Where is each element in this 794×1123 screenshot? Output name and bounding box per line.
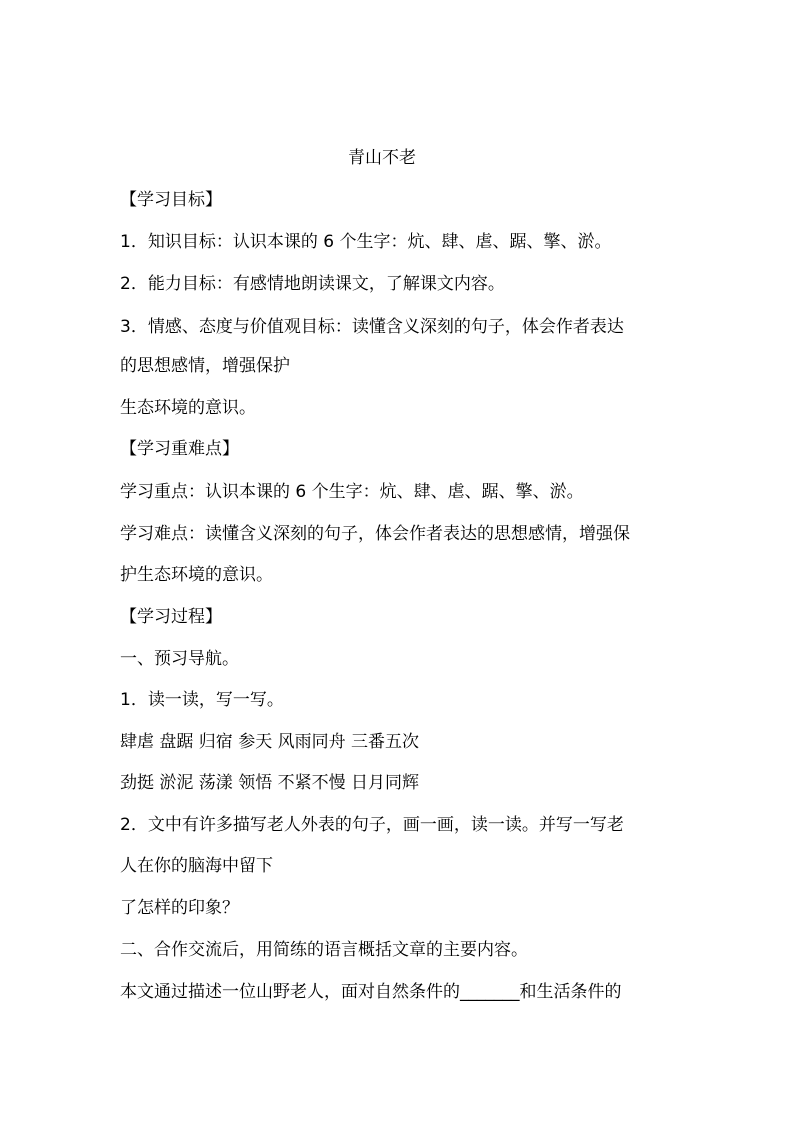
difficult-point-line-2: 护生态环境的意识。 <box>120 565 273 585</box>
objective-emotion-line-3: 生态环境的意识。 <box>120 398 256 418</box>
vocab-row-2: 劲挺 淤泥 荡漾 领悟 不紧不慢 日月同辉 <box>120 773 420 793</box>
task-1-heading: 1．读一读，写一写。 <box>120 690 284 710</box>
objective-emotion-line-1: 3．情感、态度与价值观目标：读懂含义深刻的句子，体会作者表达 <box>120 317 624 337</box>
key-point: 学习重点：认识本课的 6 个生字：炕、肆、虐、踞、擎、淤。 <box>120 482 584 502</box>
document-title: 青山不老 <box>348 148 416 168</box>
task-2-line-3: 了怎样的印象？ <box>120 898 239 918</box>
vocab-row-1: 肆虐 盘踞 归宿 参天 风雨同舟 三番五次 <box>120 732 420 752</box>
objective-emotion-line-2: 的思想感情，增强保护 <box>120 356 290 376</box>
part-one-heading: 一、预习导航。 <box>120 649 239 669</box>
part-two-heading: 二、合作交流后，用简练的语言概括文章的主要内容。 <box>120 940 528 960</box>
task-2-line-2: 人在你的脑海中留下 <box>120 856 273 876</box>
difficult-point-line-1: 学习难点：读懂含义深刻的句子，体会作者表达的思想感情，增强保 <box>120 524 630 544</box>
section-heading-objectives: 【学习目标】 <box>120 190 222 210</box>
objective-ability: 2．能力目标：有感情地朗读课文，了解课文内容。 <box>120 274 505 294</box>
summary-fill-in: 本文通过描述一位山野老人，面对自然条件的_______和生活条件的 <box>120 982 622 1002</box>
section-heading-key-points: 【学习重难点】 <box>120 439 239 459</box>
section-heading-process: 【学习过程】 <box>120 607 222 627</box>
objective-knowledge: 1．知识目标：认识本课的 6 个生字：炕、肆、虐、踞、擎、淤。 <box>120 232 612 252</box>
task-2-line-1: 2．文中有许多描写老人外表的句子，画一画，读一读。并写一写老 <box>120 815 624 835</box>
